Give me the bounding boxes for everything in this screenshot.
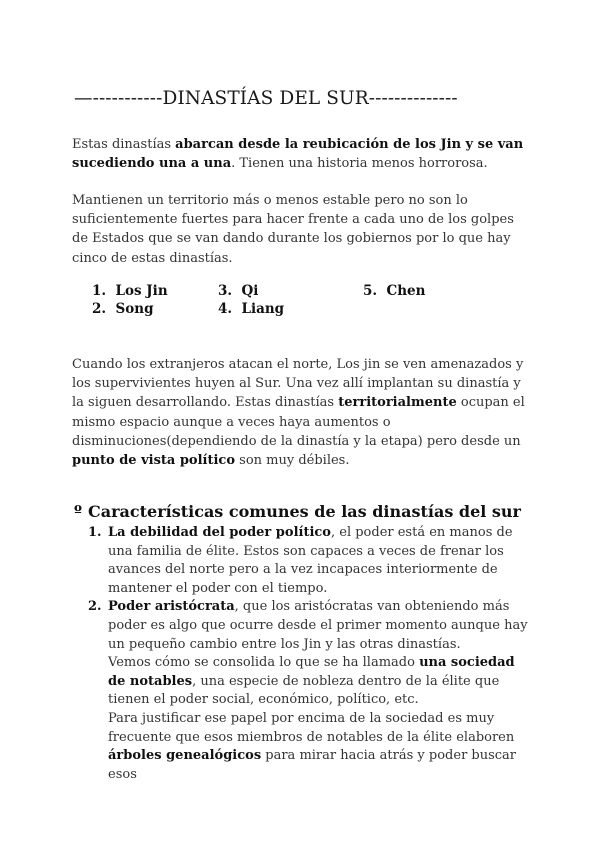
section-heading [74, 502, 521, 521]
intro-bold-text: abarcan desde la reubicación de los Jin y se van sucediendo una a una [72, 137, 524, 172]
bold-territorialmente: territorialmente [338, 395, 457, 411]
bullet-icon: º [74, 502, 82, 521]
dynasty-item: 4. Liang [218, 301, 285, 317]
dynasty-item: 2. Song [92, 301, 154, 317]
dynasty-item: 1. Los Jin [92, 283, 168, 299]
list-item: 2. Poder aristócrata, que los aristócratas van obteniendo más poder es algo que ocurre desde el primer momento aunque hay un pequeño cambio entre los Jin y las otras dinastías. Vemos cómo se consolida lo que se ha llamado una sociedad de notables, una especie de nobleza dentro de la élite que tienen el poder social, económico, político, etc. Para justificar ese papel por encima de la sociedad es muy frecuente que esos miembros de notables de la élite elaboren árboles genealógicos para mirar hacia atrás y poder buscar esos [88, 598, 528, 784]
bold-punto-vista: punto de vista político [72, 453, 236, 469]
dynasty-item: 5. Chen [363, 283, 426, 299]
intro-text-end: . Tienen una historia menos horrorosa. [231, 156, 488, 172]
page-title: —-----------DINASTÍAS DEL SUR-------------- [74, 88, 458, 109]
item-bold-title: Poder aristócrata [108, 599, 235, 615]
item-bold-title: La debilidad del poder político [108, 525, 331, 540]
section-heading-text: Características comunes de las dinastías del sur [88, 502, 521, 521]
list-item: 1. La debilidad del poder político, el poder está en manos de una familia de élite. Estos son capaces a veces de frenar los avances del norte pero a la vez incapaces interiormente de mantener el poder con el tiempo. [88, 525, 513, 596]
intro-text: Estas dinastías [72, 137, 176, 152]
dynasty-item: 3. Qi [218, 283, 259, 299]
territory-paragraph: Mantienen un territorio más o menos estable pero no son lo suficientemente fuertes para hacer frente a cada uno de los golpes de Estados que se van dando durante los gobiernos por lo que hay cinco de estas dinastías. [72, 193, 514, 266]
characteristics-list [88, 524, 528, 784]
item-subparagraph: Vemos cómo se consolida lo que se ha llamado una sociedad de notables, una especie de nobleza dentro de la élite que tienen el poder social, económico, político, etc. [108, 655, 515, 708]
item-subparagraph: Para justificar ese papel por encima de la sociedad es muy frecuente que esos miembros de notables de la élite elaboren árboles genealógicos para mirar hacia atrás y poder buscar esos [108, 710, 517, 782]
intro-paragraph [72, 135, 532, 173]
history-paragraph: Cuando los extranjeros atacan el norte, Los jin se ven amenazados y los supervivientes huyen al Sur. Una vez allí implantan su dinastía y la siguen desarrollando. Estas dinastías territorialmente ocupan el mismo espacio aunque a veces haya aumentos o disminuciones(dependiendo de la dinastía y la etapa) pero desde un punto de vista político son muy débiles. [72, 357, 525, 469]
